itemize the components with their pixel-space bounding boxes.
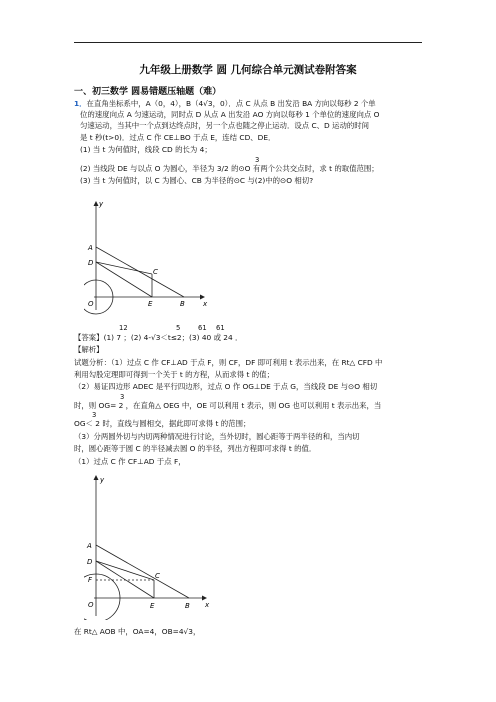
question-line-1	[74, 99, 376, 109]
point-b-label: B	[180, 300, 185, 308]
fraction-numerator: 3	[255, 156, 260, 164]
analysis-line-4: 时，则 OG= 2 ，在直角△ OEG 中，OE 可以利用 t 表示，则 OG 也可以利用 t 表示出来，当	[74, 401, 382, 410]
analysis-line-1: 试题分析：（1）过点 C 作 CF⊥AD 于点 F，则 CF，DF 即可利用 t 表示出来，在 Rt△ CFD 中	[74, 358, 383, 367]
point-f-label: F	[88, 576, 93, 584]
analysis-heading: 【解析】	[74, 345, 104, 354]
answer-num-61b: 61	[216, 324, 225, 332]
question-part-1: (1) 当 t 为何值时，线段 CD 的长为 4；	[80, 145, 212, 154]
figure-1	[84, 198, 210, 318]
x-axis-label: x	[203, 300, 208, 308]
section-heading: 一、初三数学 圆易错题压轴题（难）	[74, 87, 222, 97]
point-e-label: E	[148, 300, 153, 308]
point-c-label: C	[155, 572, 160, 580]
analysis-line-5: OG＜ 2 时，直线与圆相交，据此即可求得 t 的范围；	[74, 419, 251, 428]
point-b-label: B	[185, 602, 190, 610]
answer-num-12: 12	[119, 324, 128, 332]
analysis-line-3: （2）易证四边形 ADEC 是平行四边形，过点 O 作 OG⊥DE 于点 G，当线段 DE 与⊙O 相切	[74, 382, 378, 391]
analysis-line-2: 利用勾股定理即可得到一个关于 t 的方程，从而求得 t 的值；	[74, 370, 274, 379]
figure-2	[84, 468, 210, 620]
y-axis-label: y	[99, 200, 104, 208]
analysis-line-7: 时，圆心距等于圆 C 的半径减去圆 O 的半径，列出方程即可求得 t 的值．	[74, 444, 317, 453]
analysis-line-9: 在 Rt△ AOB 中，OA=4，OB=4√3，	[74, 627, 201, 636]
header-rule	[74, 42, 422, 43]
answer-line: 【答案】(1) 7 ；(2) 4-√3＜t≤2；(3) 40 或 24 ．	[74, 333, 243, 342]
page-title: 九年级上册数学 圆 几何综合单元测试卷附答案	[139, 64, 357, 76]
point-a-label: A	[87, 542, 92, 550]
answer-num-5: 5	[176, 324, 181, 332]
fraction-numerator: 3	[92, 411, 97, 419]
question-line-3: 匀速运动，当其中一个点到达终点时，另一个点也随之停止运动．设点 C、D 运动的时间	[80, 121, 370, 130]
question-part-2: (2) 当线段 DE 与以点 O 为圆心，半径为 3/2 的⊙O 有两个公共交点时，求 t 的取值范围；	[80, 164, 379, 173]
point-c-label: C	[153, 268, 158, 276]
point-a-label: A	[88, 244, 93, 252]
point-o-label: O	[88, 300, 94, 308]
answer-num-61a: 61	[198, 324, 207, 332]
question-line-4: 是 t 秒(t>0)．过点 C 作 CE⊥BO 于点 E，连结 CD、DE．	[80, 133, 276, 142]
question-text: 在直角坐标系中，A（0，4），B（4√3，0）．点 C 从点 B 出发沿 BA 方向以每秒 2 个单	[86, 99, 376, 108]
point-d-label: D	[87, 558, 93, 566]
analysis-line-8: （1）过点 C 作 CF⊥AD 于点 F，	[74, 457, 186, 466]
question-number: 1．	[74, 99, 87, 108]
point-o-label: O	[88, 601, 94, 609]
x-axis-label: x	[205, 601, 210, 609]
fraction-numerator: 3	[120, 393, 125, 401]
analysis-line-6: （3）分两圆外切与内切两种情况进行讨论，当外切时，圆心距等于两半径的和，当内切	[74, 432, 360, 441]
question-line-2: 位的速度向点 A 匀速运动，同时点 D 从点 A 出发沿 AO 方向以每秒 1 个单位的速度向点 O	[80, 110, 380, 119]
question-part-3: (3) 当 t 为何值时，以 C 为圆心、CB 为半径的⊙C 与(2)中的⊙O 相切?	[80, 176, 314, 185]
y-axis-label: y	[100, 476, 105, 484]
point-d-label: D	[88, 259, 94, 267]
point-e-label: E	[150, 602, 155, 610]
